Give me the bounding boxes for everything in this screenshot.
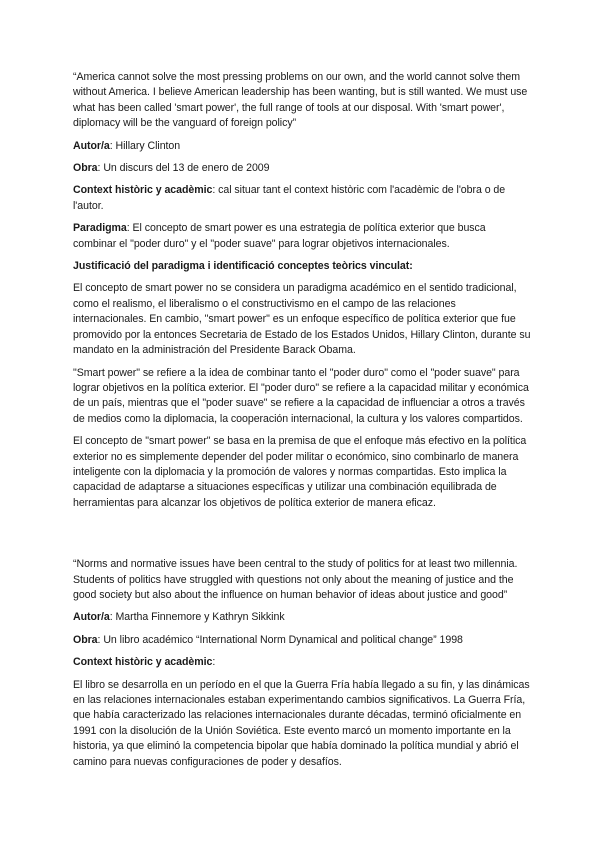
document-page bbox=[73, 70, 531, 777]
work-line bbox=[73, 633, 531, 648]
author-value: : Hillary Clinton bbox=[109, 139, 181, 152]
context-value: : cal situar tant el context històric com l'acadèmic de l'obra o de l'autor. bbox=[73, 184, 506, 212]
paradigm-line bbox=[73, 221, 531, 252]
author-line bbox=[73, 139, 531, 154]
quote-finnemore: “Norms and normative issues have been central to the study of politics for at least two millennia. Students of politics have struggled with questions not only about the meaning of justice and the good society but also about the influence on human behavior of ideas about justice and good” bbox=[73, 558, 518, 601]
context-value: : bbox=[212, 656, 216, 669]
justification-heading: Justificació del paradigma i identificació conceptes teòrics vinculat: bbox=[73, 260, 413, 273]
work-value: : Un libro académico “International Norm Dynamical and political change” 1998 bbox=[97, 633, 463, 646]
work-value: : Un discurs del 13 de enero de 2009 bbox=[97, 162, 270, 175]
author-label: Autor/a bbox=[73, 611, 110, 624]
body-paragraph: El libro se desarrolla en un período en el que la Guerra Fría había llegado a su fin, y las dinámicas en las relaciones internacionales estaban experimentando cambios significativos. La Guerra Fría, que había caracterizado las relaciones internacionales durante décadas, terminó oficialmente en 1991 con la disolución de la Unión Soviética. Este evento marcó un momento importante en la historia, ya que eliminó la competencia bipolar que había dominado la política mundial y abrió el camino para nuevas configuraciones de poder y desafíos. bbox=[73, 678, 530, 768]
body-paragraph: "Smart power" se refiere a la idea de combinar tanto el "poder duro" como el "poder suave" para lograr objetivos en la política exterior. El "poder duro" se refiere a la capacidad militar y económica de un país, mientras que el "poder suave" se refiere a la capacidad de influenciar a otros a través de medios como la diplomacia, la cooperación internacional, la cultura y los valores compartidos. bbox=[73, 366, 529, 425]
section-spacer bbox=[73, 518, 531, 557]
quote-clinton: “America cannot solve the most pressing problems on our own, and the world cannot solve them without America. I believe American leadership has been wanting, but is still wanted. We must use what has been called 'smart power', the full range of tools at our disposal. With 'smart power', diplomacy will be the vanguard of foreign policy” bbox=[73, 71, 528, 130]
author-label: Autor/a bbox=[73, 139, 110, 152]
body-paragraph: El concepto de "smart power" se basa en la premisa de que el enfoque más efectivo en la política exterior no es simplemente depender del poder militar o económico, sino combinarlo de manera inteligente con la diplomacia y la promoción de valores y normas compartidas. Esto implica la capacidad de adaptarse a situaciones específicas y utilizar una combinación equilibrada de herramientas para alcanzar los objetivos de política exterior de manera eficaz. bbox=[73, 435, 527, 509]
paradigm-value: : El concepto de smart power es una estrategia de política exterior que busca combinar el "poder duro" y el "poder suave" para lograr objetivos internacionales. bbox=[73, 222, 486, 250]
context-label: Context històric y acadèmic bbox=[73, 656, 213, 669]
paradigm-label: Paradigma bbox=[73, 222, 127, 235]
context-line bbox=[73, 655, 531, 670]
author-line bbox=[73, 610, 531, 625]
body-paragraph: El concepto de smart power no se considera un paradigma académico en el sentido tradicional, como el realismo, el liberalismo o el constructivismo en el campo de las relaciones internacionales. En cambio, "smart power" es un enfoque específico de política exterior que fue promovido por la entonces Secretaria de Estado de los Estados Unidos, Hillary Clinton, durante su mandato en la administración del Presidente Barack Obama. bbox=[73, 282, 531, 357]
work-line bbox=[73, 161, 531, 176]
work-label: Obra bbox=[73, 162, 98, 175]
author-value: : Martha Finnemore y Kathryn Sikkink bbox=[109, 611, 285, 624]
context-line bbox=[73, 183, 531, 214]
work-label: Obra bbox=[73, 633, 98, 646]
context-label: Context històric y acadèmic bbox=[73, 184, 213, 197]
